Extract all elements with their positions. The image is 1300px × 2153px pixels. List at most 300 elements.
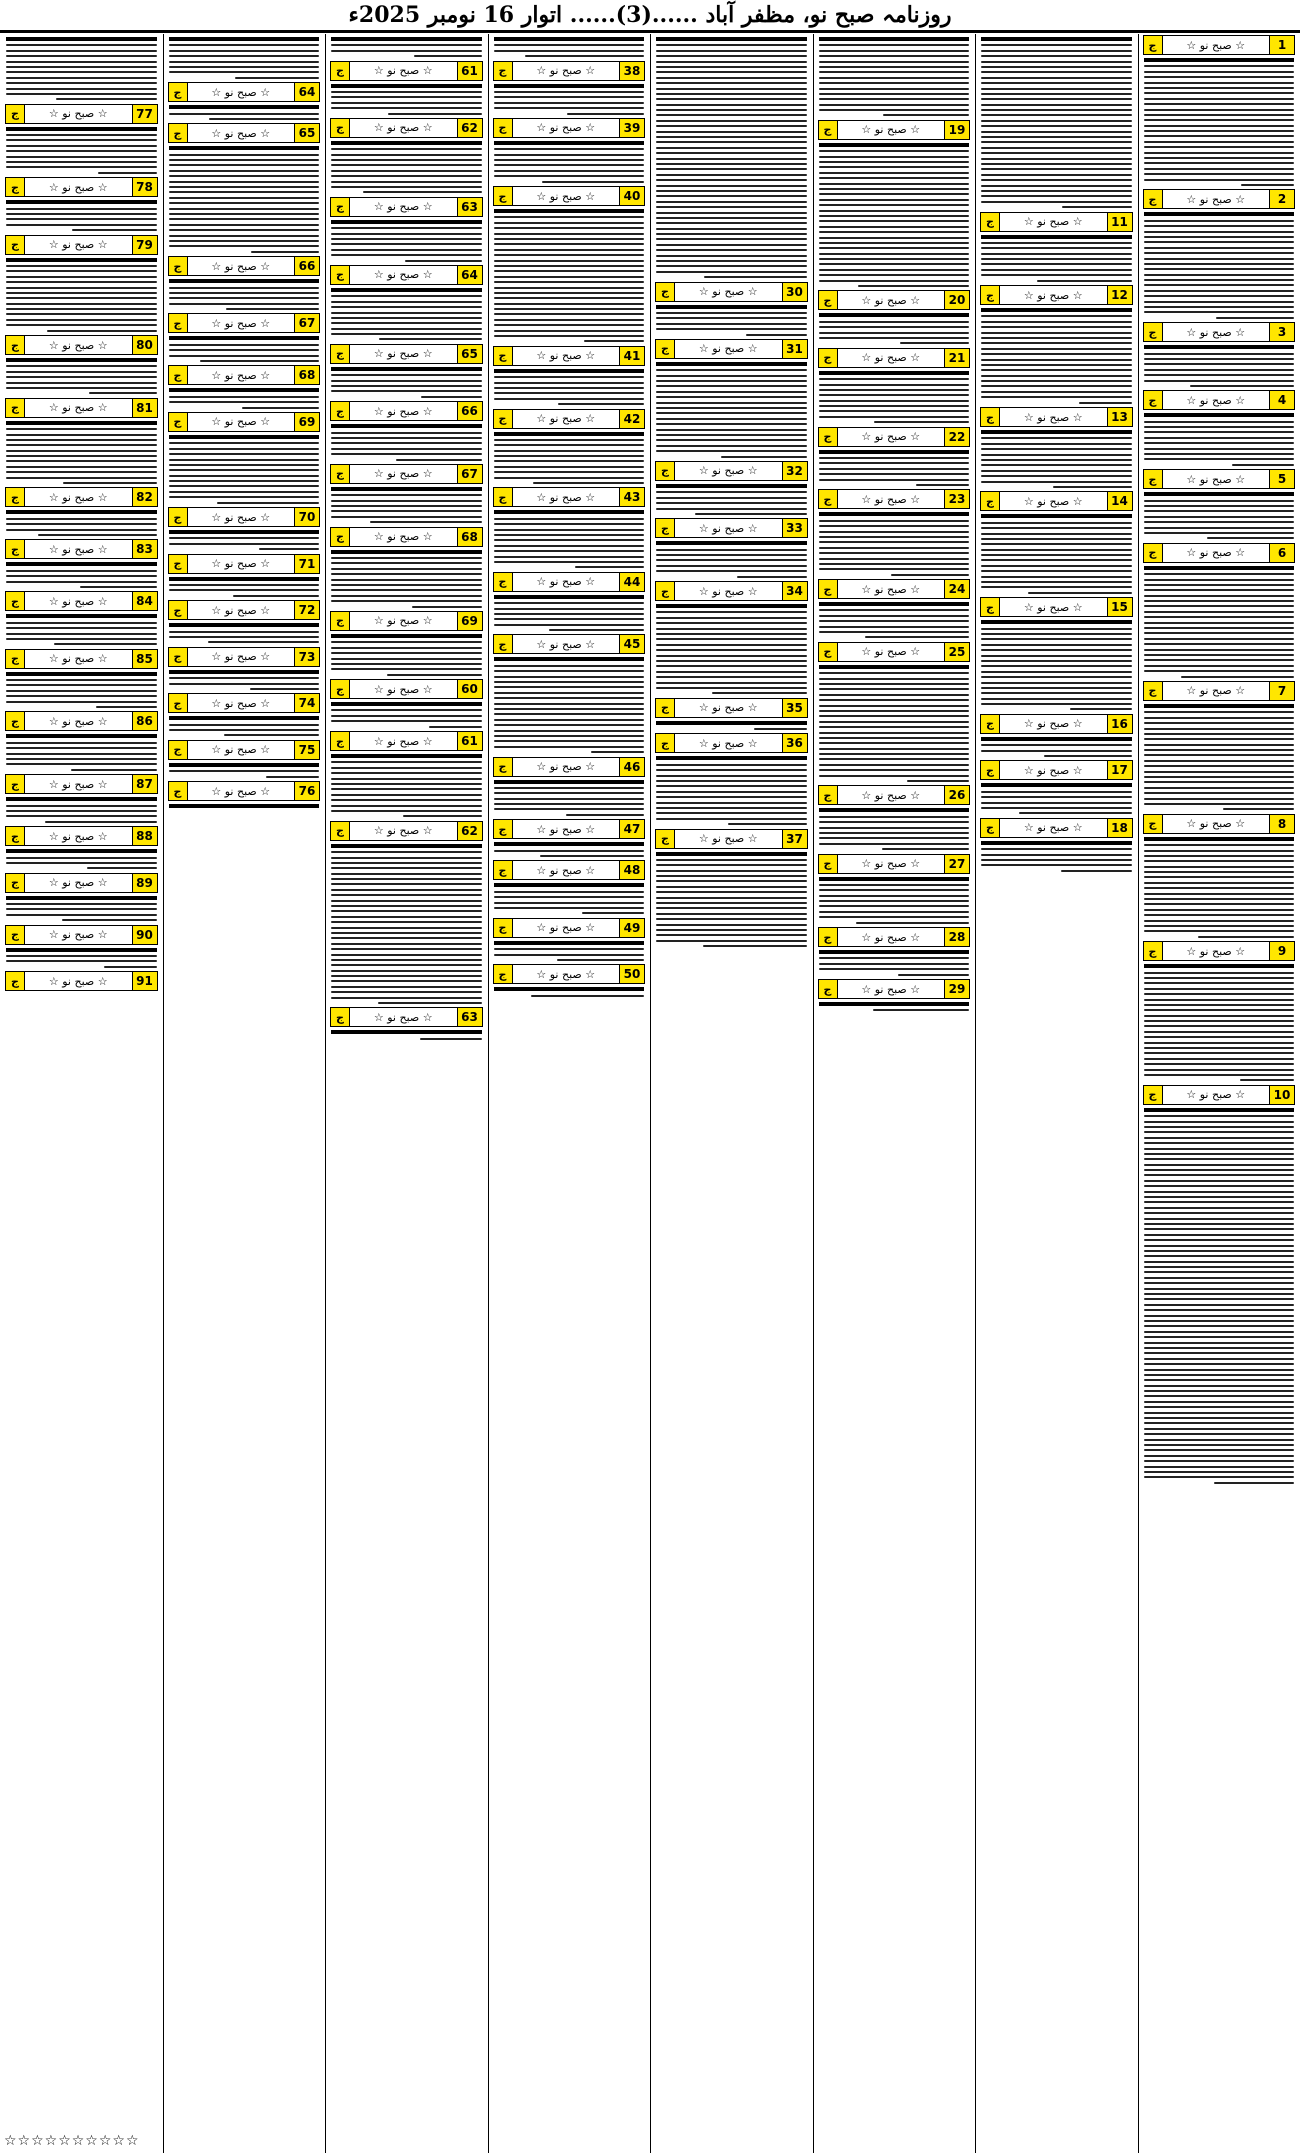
story-number-header bbox=[5, 925, 158, 945]
story-number: 75 bbox=[294, 741, 319, 759]
paper-logo-icon: ج bbox=[169, 314, 188, 332]
paper-logo-icon: ج bbox=[6, 236, 25, 254]
story-number-header bbox=[330, 61, 483, 81]
story-text-lines bbox=[1144, 212, 1295, 318]
story-number: 45 bbox=[619, 635, 644, 653]
header-stars: ☆ صبح نو ☆ bbox=[1186, 472, 1246, 486]
news-story bbox=[655, 518, 808, 577]
story-text-lines bbox=[494, 37, 645, 57]
story-number-header bbox=[168, 600, 321, 620]
paper-logo-icon: ج bbox=[1144, 391, 1163, 409]
story-text-lines bbox=[331, 1030, 482, 1039]
news-story bbox=[5, 873, 158, 922]
story-text-lines bbox=[331, 487, 482, 523]
story-text-lines bbox=[6, 734, 157, 770]
header-stars: ☆ صبح نو ☆ bbox=[373, 614, 433, 628]
paper-logo-icon: ج bbox=[819, 121, 838, 139]
story-number: 64 bbox=[294, 83, 319, 101]
header-stars: ☆ صبح نو ☆ bbox=[48, 180, 108, 194]
news-story bbox=[330, 1007, 483, 1039]
story-number-header bbox=[1143, 322, 1296, 342]
story-text-lines bbox=[331, 84, 482, 115]
story-number-header bbox=[5, 235, 158, 255]
paper-logo-icon: ج bbox=[169, 741, 188, 759]
story-number-header bbox=[655, 698, 808, 718]
header-stars: ☆ صبح نو ☆ bbox=[211, 650, 271, 664]
paper-logo-icon: ج bbox=[656, 340, 675, 358]
header-stars: ☆ صبح نو ☆ bbox=[211, 784, 271, 798]
story-text-lines bbox=[981, 783, 1132, 814]
paper-logo-icon: ج bbox=[494, 62, 513, 80]
news-story bbox=[330, 527, 483, 608]
news-story bbox=[330, 344, 483, 398]
news-story bbox=[818, 290, 971, 344]
paper-logo-icon: ج bbox=[1144, 682, 1163, 700]
story-number: 84 bbox=[132, 592, 157, 610]
header-stars: ☆ صبح نو ☆ bbox=[1023, 288, 1083, 302]
story-text-lines bbox=[331, 634, 482, 676]
story-number: 40 bbox=[619, 187, 644, 205]
story-number: 74 bbox=[294, 694, 319, 712]
story-text-lines bbox=[169, 623, 320, 643]
story-number: 16 bbox=[1107, 715, 1132, 733]
paper-logo-icon: ج bbox=[6, 972, 25, 990]
news-story bbox=[1143, 469, 1296, 539]
header-stars: ☆ صبح نو ☆ bbox=[211, 126, 271, 140]
story-number: 68 bbox=[294, 366, 319, 384]
story-number-header bbox=[818, 854, 971, 874]
column-rule bbox=[813, 34, 814, 2153]
paper-logo-icon: ج bbox=[169, 413, 188, 431]
paper-logo-icon: ج bbox=[656, 462, 675, 480]
story-number: 66 bbox=[457, 402, 482, 420]
paper-logo-icon: ج bbox=[1144, 36, 1163, 54]
story-number: 15 bbox=[1107, 598, 1132, 616]
paper-logo-icon: ج bbox=[981, 598, 1000, 616]
paper-logo-icon: ج bbox=[1144, 815, 1163, 833]
story-number-header bbox=[818, 290, 971, 310]
paper-logo-icon: ج bbox=[169, 782, 188, 800]
paper-logo-icon: ج bbox=[981, 715, 1000, 733]
story-text-lines bbox=[981, 430, 1132, 488]
news-story bbox=[980, 285, 1133, 404]
story-number: 66 bbox=[294, 257, 319, 275]
story-text-lines bbox=[656, 305, 807, 336]
header-stars: ☆ صبح نو ☆ bbox=[1186, 546, 1246, 560]
story-number-header bbox=[818, 927, 971, 947]
story-number: 65 bbox=[457, 345, 482, 363]
story-text-lines bbox=[819, 950, 970, 976]
header-stars: ☆ صبح نو ☆ bbox=[211, 316, 271, 330]
story-number-header bbox=[330, 197, 483, 217]
story-number-header bbox=[493, 572, 646, 592]
story-number: 8 bbox=[1269, 815, 1294, 833]
paper-logo-icon: ج bbox=[656, 734, 675, 752]
story-number-header bbox=[493, 346, 646, 366]
column-rule bbox=[1138, 34, 1139, 2153]
story-number: 90 bbox=[132, 926, 157, 944]
story-number-header bbox=[493, 186, 646, 206]
paper-logo-icon: ج bbox=[331, 266, 350, 284]
story-text-lines bbox=[169, 37, 320, 79]
news-story bbox=[330, 821, 483, 1004]
story-text-lines bbox=[819, 808, 970, 850]
story-number: 14 bbox=[1107, 492, 1132, 510]
story-number-header bbox=[168, 554, 321, 574]
story-text-lines bbox=[494, 780, 645, 816]
story-text-lines bbox=[331, 367, 482, 398]
paper-logo-icon: ج bbox=[6, 488, 25, 506]
paper-logo-icon: ج bbox=[6, 650, 25, 668]
news-story bbox=[980, 37, 1133, 208]
news-story bbox=[168, 507, 321, 550]
paper-logo-icon: ج bbox=[6, 178, 25, 196]
story-text-lines bbox=[819, 665, 970, 782]
story-number-header bbox=[5, 873, 158, 893]
story-number-header bbox=[1143, 35, 1296, 55]
story-number: 35 bbox=[782, 699, 807, 717]
story-number: 89 bbox=[132, 874, 157, 892]
story-number-header bbox=[330, 265, 483, 285]
story-number-header bbox=[818, 348, 971, 368]
news-story bbox=[655, 733, 808, 825]
paper-logo-icon: ج bbox=[494, 410, 513, 428]
story-number: 71 bbox=[294, 555, 319, 573]
header-stars: ☆ صبح نو ☆ bbox=[861, 351, 921, 365]
story-number-header bbox=[168, 256, 321, 276]
header-stars: ☆ صبح نو ☆ bbox=[861, 982, 921, 996]
column-rule bbox=[488, 34, 489, 2153]
header-stars: ☆ صبح نو ☆ bbox=[373, 121, 433, 135]
story-text-lines bbox=[1144, 566, 1295, 678]
story-number: 32 bbox=[782, 462, 807, 480]
news-column bbox=[978, 34, 1135, 2153]
story-number-header bbox=[5, 774, 158, 794]
paper-logo-icon: ج bbox=[494, 820, 513, 838]
news-story bbox=[330, 401, 483, 460]
story-text-lines bbox=[494, 883, 645, 914]
news-story bbox=[493, 757, 646, 816]
news-story bbox=[493, 634, 646, 753]
paper-logo-icon: ج bbox=[169, 694, 188, 712]
paper-logo-icon: ج bbox=[169, 257, 188, 275]
story-number: 49 bbox=[619, 919, 644, 937]
story-text-lines bbox=[6, 37, 157, 100]
paper-logo-icon: ج bbox=[819, 291, 838, 309]
news-column bbox=[1141, 34, 1298, 2153]
paper-logo-icon: ج bbox=[494, 488, 513, 506]
story-text-lines bbox=[6, 510, 157, 536]
story-number: 86 bbox=[132, 712, 157, 730]
story-text-lines bbox=[6, 896, 157, 922]
paper-logo-icon: ج bbox=[331, 732, 350, 750]
header-stars: ☆ صبح نو ☆ bbox=[536, 760, 596, 773]
story-text-lines bbox=[494, 510, 645, 568]
story-number: 24 bbox=[944, 580, 969, 598]
news-story bbox=[818, 37, 971, 116]
story-number-header bbox=[5, 539, 158, 559]
story-number: 50 bbox=[619, 965, 644, 983]
paper-logo-icon: ج bbox=[981, 408, 1000, 426]
story-number-header bbox=[5, 398, 158, 418]
news-story bbox=[168, 412, 321, 504]
story-number-header bbox=[1143, 189, 1296, 209]
news-story bbox=[330, 731, 483, 817]
header-stars: ☆ صبح نو ☆ bbox=[48, 974, 108, 988]
news-story bbox=[330, 611, 483, 676]
header-stars: ☆ صبح نو ☆ bbox=[48, 777, 108, 791]
story-text-lines bbox=[981, 620, 1132, 710]
header-stars: ☆ صبح نو ☆ bbox=[1023, 215, 1083, 228]
story-text-lines bbox=[331, 424, 482, 460]
news-story bbox=[655, 698, 808, 730]
story-number-header bbox=[330, 679, 483, 699]
story-number-header bbox=[493, 860, 646, 880]
header-stars: ☆ صبح نو ☆ bbox=[211, 696, 271, 710]
news-column bbox=[3, 34, 160, 2153]
paper-logo-icon: ج bbox=[331, 612, 350, 630]
story-number-header bbox=[980, 760, 1133, 780]
story-number: 62 bbox=[457, 119, 482, 137]
story-number: 4 bbox=[1269, 391, 1294, 409]
paper-logo-icon: ج bbox=[981, 286, 1000, 304]
header-stars: ☆ صبح نو ☆ bbox=[373, 347, 433, 361]
story-number: 33 bbox=[782, 519, 807, 537]
story-text-lines bbox=[169, 716, 320, 736]
paper-logo-icon: ج bbox=[169, 366, 188, 384]
story-text-lines bbox=[494, 209, 645, 342]
header-stars: ☆ صبح نو ☆ bbox=[536, 921, 596, 935]
news-story bbox=[493, 186, 646, 342]
paper-logo-icon: ج bbox=[494, 861, 513, 879]
paper-logo-icon: ج bbox=[494, 758, 513, 776]
header-stars: ☆ صبح نو ☆ bbox=[861, 293, 921, 307]
news-story bbox=[655, 581, 808, 694]
header-stars: ☆ صبح نو ☆ bbox=[536, 349, 596, 363]
news-story bbox=[1143, 543, 1296, 678]
story-number-header bbox=[330, 821, 483, 841]
story-number-header bbox=[330, 731, 483, 751]
story-number-header bbox=[980, 407, 1133, 427]
story-text-lines bbox=[819, 37, 970, 116]
story-number-header bbox=[330, 527, 483, 547]
header-stars: ☆ صبح نو ☆ bbox=[48, 652, 108, 666]
story-text-lines bbox=[331, 288, 482, 341]
story-text-lines bbox=[494, 141, 645, 183]
header-stars: ☆ صبح نو ☆ bbox=[373, 200, 433, 214]
story-text-lines bbox=[819, 1002, 970, 1011]
story-text-lines bbox=[494, 657, 645, 753]
story-number-header bbox=[168, 693, 321, 713]
header-stars: ☆ صبح نو ☆ bbox=[211, 510, 271, 524]
header-stars: ☆ صبح نو ☆ bbox=[1023, 600, 1083, 614]
header-stars: ☆ صبح نو ☆ bbox=[373, 404, 433, 418]
header-stars: ☆ صبح نو ☆ bbox=[536, 822, 596, 836]
story-text-lines bbox=[1144, 704, 1295, 810]
story-number-header bbox=[168, 123, 321, 143]
header-stars: ☆ صبح نو ☆ bbox=[698, 701, 758, 715]
story-number: 79 bbox=[132, 236, 157, 254]
story-number-header bbox=[1143, 941, 1296, 961]
paper-logo-icon: ج bbox=[981, 492, 1000, 510]
story-number: 10 bbox=[1269, 1086, 1294, 1104]
header-stars: ☆ صبح نو ☆ bbox=[1186, 1088, 1246, 1102]
story-text-lines bbox=[6, 797, 157, 823]
paper-logo-icon: ج bbox=[656, 830, 675, 848]
news-story bbox=[1143, 1085, 1296, 1484]
header-stars: ☆ صبح نو ☆ bbox=[1186, 944, 1246, 958]
story-number: 42 bbox=[619, 410, 644, 428]
news-story bbox=[1143, 941, 1296, 1081]
story-number-header bbox=[980, 285, 1133, 305]
header-stars: ☆ صبح نو ☆ bbox=[1023, 717, 1083, 731]
news-story bbox=[1143, 35, 1296, 186]
news-column bbox=[166, 34, 323, 2153]
story-number: 83 bbox=[132, 540, 157, 558]
story-text-lines bbox=[6, 358, 157, 394]
header-stars: ☆ صبح نو ☆ bbox=[48, 714, 108, 728]
story-number: 44 bbox=[619, 573, 644, 591]
header-stars: ☆ صبح نو ☆ bbox=[48, 490, 108, 504]
column-rule bbox=[325, 34, 326, 2153]
story-number-header bbox=[493, 61, 646, 81]
news-story bbox=[168, 123, 321, 252]
story-text-lines bbox=[819, 143, 970, 287]
news-story bbox=[655, 461, 808, 515]
paper-logo-icon: ج bbox=[331, 528, 350, 546]
header-stars: ☆ صبح نو ☆ bbox=[861, 788, 921, 802]
story-text-lines bbox=[169, 530, 320, 550]
header-stars: ☆ صبح نو ☆ bbox=[211, 368, 271, 382]
story-number: 5 bbox=[1269, 470, 1294, 488]
news-story bbox=[168, 781, 321, 808]
story-number-header bbox=[493, 409, 646, 429]
story-number-header bbox=[330, 118, 483, 138]
header-stars: ☆ صبح نو ☆ bbox=[1023, 494, 1083, 508]
story-text-lines bbox=[169, 577, 320, 597]
news-story bbox=[980, 597, 1133, 710]
news-story bbox=[493, 964, 646, 996]
paper-logo-icon: ج bbox=[6, 775, 25, 793]
news-story bbox=[168, 740, 321, 778]
story-text-lines bbox=[6, 672, 157, 708]
story-number: 73 bbox=[294, 648, 319, 666]
news-story bbox=[980, 407, 1133, 488]
story-number-header bbox=[493, 634, 646, 654]
paper-logo-icon: ج bbox=[819, 855, 838, 873]
story-number: 18 bbox=[1107, 819, 1132, 837]
column-rule bbox=[975, 34, 976, 2153]
news-story bbox=[1143, 814, 1296, 938]
story-number: 63 bbox=[457, 198, 482, 216]
story-number: 61 bbox=[457, 732, 482, 750]
story-text-lines bbox=[331, 844, 482, 1004]
news-story bbox=[493, 37, 646, 57]
story-number: 69 bbox=[457, 612, 482, 630]
story-number: 67 bbox=[294, 314, 319, 332]
header-stars: ☆ صبح نو ☆ bbox=[536, 863, 596, 877]
paper-logo-icon: ج bbox=[169, 601, 188, 619]
story-number: 60 bbox=[457, 680, 482, 698]
paper-logo-icon: ج bbox=[819, 643, 838, 661]
news-story bbox=[493, 860, 646, 914]
story-number: 61 bbox=[457, 62, 482, 80]
news-story bbox=[493, 409, 646, 485]
story-text-lines bbox=[819, 371, 970, 424]
header-stars: ☆ صبح نو ☆ bbox=[698, 521, 758, 535]
header-stars: ☆ صبح نو ☆ bbox=[48, 594, 108, 608]
story-text-lines bbox=[169, 105, 320, 120]
header-stars: ☆ صبح نو ☆ bbox=[48, 107, 108, 121]
paper-logo-icon: ج bbox=[1144, 190, 1163, 208]
header-stars: ☆ صبح نو ☆ bbox=[1186, 325, 1246, 339]
header-stars: ☆ صبح نو ☆ bbox=[861, 857, 921, 871]
paper-logo-icon: ج bbox=[494, 635, 513, 653]
news-story bbox=[5, 711, 158, 770]
paper-logo-icon: ج bbox=[331, 465, 350, 483]
story-number-header bbox=[493, 819, 646, 839]
story-number-header bbox=[818, 579, 971, 599]
story-number: 72 bbox=[294, 601, 319, 619]
story-text-lines bbox=[1144, 492, 1295, 539]
story-text-lines bbox=[1144, 58, 1295, 186]
news-story bbox=[980, 818, 1133, 872]
paper-logo-icon: ج bbox=[169, 83, 188, 101]
story-number-header bbox=[1143, 1085, 1296, 1105]
header-stars: ☆ صبح نو ☆ bbox=[48, 238, 108, 252]
story-number: 46 bbox=[619, 758, 644, 776]
story-number: 39 bbox=[619, 119, 644, 137]
story-number-header bbox=[818, 979, 971, 999]
story-number: 78 bbox=[132, 178, 157, 196]
news-column bbox=[653, 34, 810, 2153]
news-story bbox=[818, 120, 971, 287]
story-text-lines bbox=[819, 313, 970, 344]
story-number-header bbox=[655, 339, 808, 359]
story-number: 12 bbox=[1107, 286, 1132, 304]
story-number: 82 bbox=[132, 488, 157, 506]
header-stars: ☆ صبح نو ☆ bbox=[211, 603, 271, 617]
story-number: 67 bbox=[457, 465, 482, 483]
header-stars: ☆ صبح نو ☆ bbox=[373, 682, 433, 696]
news-story bbox=[980, 491, 1133, 593]
news-story bbox=[493, 819, 646, 857]
paper-logo-icon: ج bbox=[1144, 470, 1163, 488]
header-stars: ☆ صبح نو ☆ bbox=[1186, 393, 1246, 407]
story-text-lines bbox=[494, 941, 645, 961]
paper-logo-icon: ج bbox=[656, 283, 675, 301]
story-number: 9 bbox=[1269, 942, 1294, 960]
header-stars: ☆ صبح نو ☆ bbox=[536, 64, 596, 78]
header-stars: ☆ صبح نو ☆ bbox=[211, 743, 271, 757]
story-number: 85 bbox=[132, 650, 157, 668]
story-number: 77 bbox=[132, 105, 157, 123]
header-stars: ☆ صبح نو ☆ bbox=[1023, 821, 1083, 835]
news-story bbox=[5, 539, 158, 588]
header-stars: ☆ صبح نو ☆ bbox=[1186, 684, 1246, 698]
news-story bbox=[5, 335, 158, 394]
paper-logo-icon: ج bbox=[494, 573, 513, 591]
paper-logo-icon: ج bbox=[6, 592, 25, 610]
story-number-header bbox=[168, 507, 321, 527]
news-story bbox=[980, 714, 1133, 757]
story-number-header bbox=[1143, 390, 1296, 410]
header-stars: ☆ صبح نو ☆ bbox=[536, 637, 596, 651]
story-text-lines bbox=[6, 127, 157, 174]
news-story bbox=[5, 177, 158, 231]
paper-logo-icon: ج bbox=[331, 62, 350, 80]
news-story bbox=[1143, 681, 1296, 810]
